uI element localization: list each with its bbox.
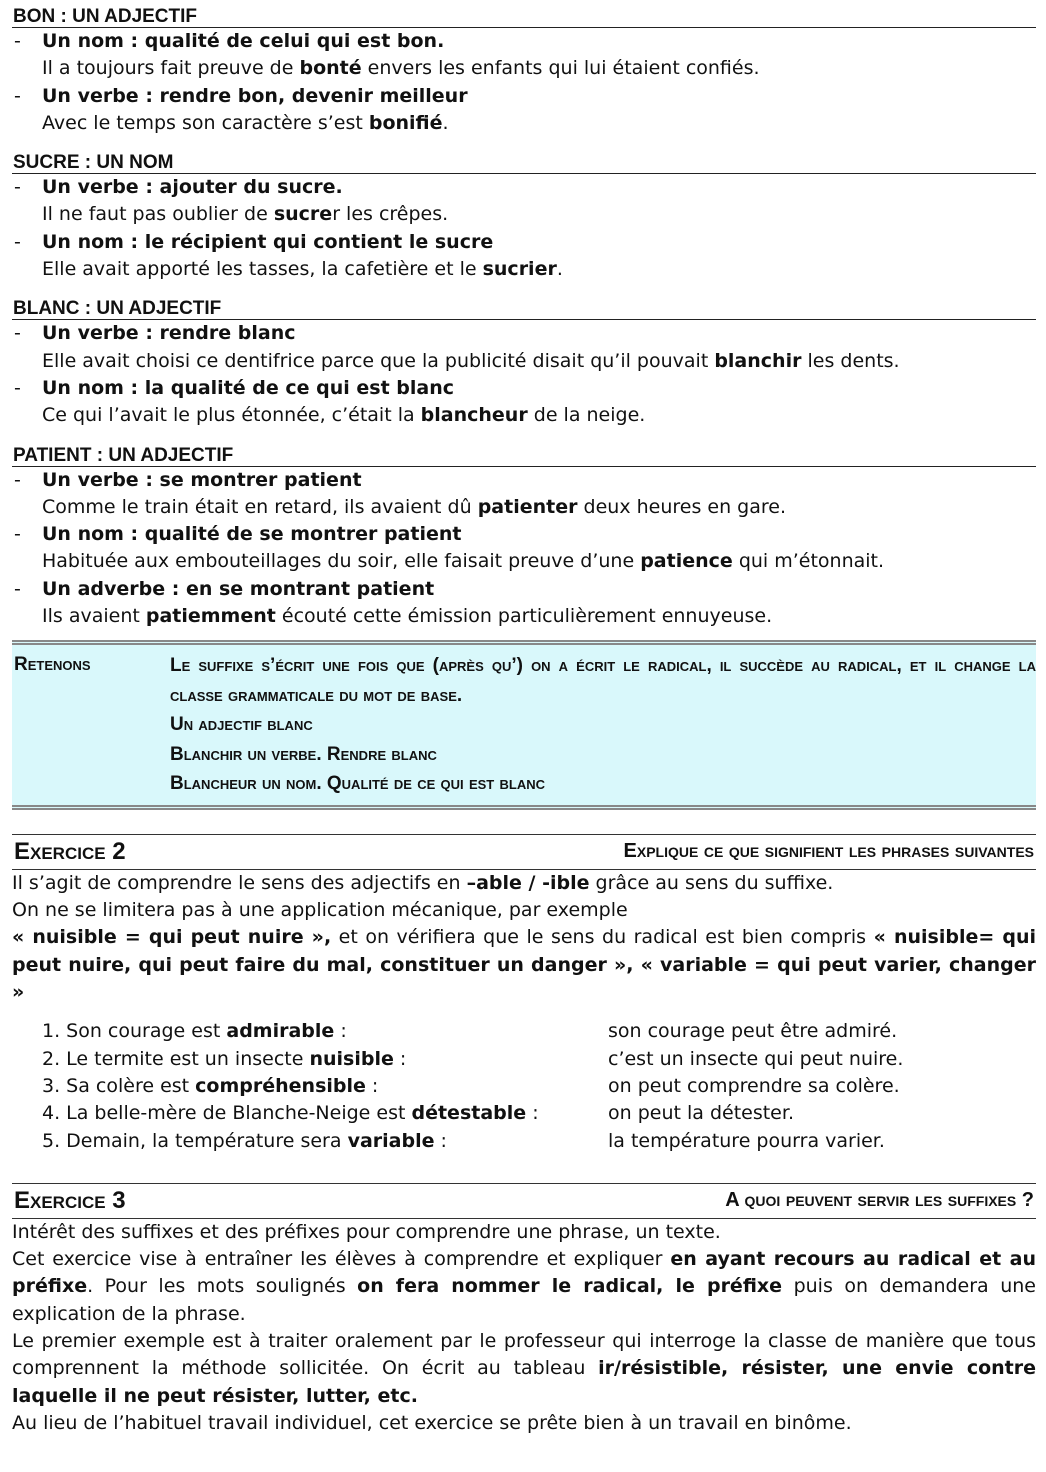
question-row [42,1018,1036,1045]
question-text: 1. Son courage est admirable : [42,1020,347,1043]
item-title: Un verbe : rendre bon, devenir meilleur [42,84,468,107]
retenons-box [12,640,1036,810]
document-page [12,0,1036,1437]
bullet-dash: - [14,577,21,600]
exercise-3-instruction: A quoi peuvent servir les suffixes ? [725,1189,1034,1212]
retenons-line: Blanchir un verbe. Rendre blanc [170,743,437,765]
question-text: 2. Le termite est un insecte nuisible : [42,1047,407,1070]
exercise-2-paragraph-3: « nuisible = qui peut nuire », et on vérifiera que le sens du radical est bien compris « nuisible= qui peut nuire, qui peut faire du mal, constituer un danger », « variable = qui peut varier, changer » [12,926,1036,1004]
item-title: Un nom : le récipient qui contient le sucre [42,230,494,253]
question-row [42,1046,1036,1073]
retenons-line: Blancheur un nom. Qualité de ce qui est blanc [170,773,546,795]
item-title: Un verbe : rendre blanc [42,322,296,345]
item-definition [12,467,1036,494]
question-row [42,1073,1036,1100]
bullet-dash: - [14,30,21,52]
retenons-rule: Le suffixe s’écrit une fois que (après qu’) on a écrit le radical, il succède au radical, et il change la classe grammaticale du mot de base. [170,655,1036,706]
item-example: Ils avaient patiemment écouté cette émission particulièrement ennuyeuse. [42,605,773,628]
question-text: 3. Sa colère est compréhensible : [42,1074,379,1097]
exercise-3-title: Exercice 3 [14,1186,126,1214]
section-heading: PATIENT : UN ADJECTIF [12,439,1036,467]
item-example: Il ne faut pas oublier de sucrer les crêpes. [42,203,449,226]
item-title: Un verbe : ajouter du sucre. [42,176,343,199]
exercise-3-paragraph-3: Le premier exemple est à traiter oralement par le professeur qui interroge la classe de manière que tous comprennent la méthode sollicitée. On écrit au tableau ir/résistible, résister, une envie contre laquelle il ne peut résister, lutter, etc. [12,1330,1036,1407]
exercise-3-paragraph-2: Cet exercice vise à entraîner les élèves à comprendre et expliquer en ayant recours au radical et au préfixe. Pour les mots soulignés on fera nommer le radical, le préfixe puis on demandera une explication de la phrase. [12,1248,1036,1325]
question-answer: on peut comprendre sa colère. [608,1074,900,1097]
question-answer: la température pourra varier. [608,1129,885,1152]
exercise-2-instruction: Explique ce que signifient les phrases suivantes [623,840,1034,863]
bullet-dash: - [14,468,21,491]
exercise-2-title: Exercice 2 [14,837,126,865]
section-gap [12,430,1036,439]
item-title: Un adverbe : en se montrant patient [42,577,435,600]
question-answer: on peut la détester. [608,1102,794,1125]
retenons-body [170,651,1036,799]
bullet-dash: - [14,523,21,546]
bullet-dash: - [14,230,21,253]
bullet-dash: - [14,84,21,107]
bullet-dash: - [14,176,21,199]
word-section [12,439,1036,631]
item-example: Ce qui l’avait le plus étonnée, c’était la blancheur de la neige. [42,404,646,427]
bullet-dash: - [14,376,21,399]
item-definition [12,320,1036,347]
exercise-2-paragraph-2: On ne se limitera pas à une application mécanique, par exemple [12,899,628,922]
item-example: Elle avait choisi ce dentifrice parce que la publicité disait qu’il pouvait blanchir les dents. [42,349,900,372]
retenons-label: Retenons [14,654,91,676]
section-heading: BLANC : UN ADJECTIF [12,292,1036,320]
exercise-2-header [12,834,1036,870]
item-definition [12,174,1036,201]
item-example: Comme le train était en retard, ils avaient dû patienter deux heures en gare. [42,495,786,518]
question-answer: c’est un insecte qui peut nuire. [608,1047,904,1070]
item-definition [12,83,1036,110]
exercise-2-paragraph-1: Il s’agit de comprendre le sens des adjectifs en –able / -ible grâce au sens du suffixe. [12,871,834,894]
question-text: 4. La belle-mère de Blanche-Neige est détestable : [42,1102,539,1125]
section-gap [12,283,1036,292]
item-example: Habituée aux embouteillages du soir, elle faisait preuve d’une patience qui m’étonnait. [42,550,885,573]
item-definition [12,576,1036,603]
question-row [42,1100,1036,1127]
question-answer: son courage peut être admiré. [608,1020,898,1043]
item-title: Un nom : qualité de se montrer patient [42,523,462,546]
item-example: Elle avait apporté les tasses, la cafetière et le sucrier. [42,258,563,281]
section-heading: BON : UN ADJECTIF [12,0,1036,28]
section-heading: SUCRE : UN NOM [12,146,1036,174]
exercise-3-paragraph-1: Intérêt des suffixes et des préfixes pour comprendre une phrase, un texte. [12,1220,721,1243]
word-section [12,0,1036,137]
retenons-line: Un adjectif blanc [170,714,313,736]
exercise-2-questions [12,1018,1036,1154]
item-definition [12,375,1036,402]
question-text: 5. Demain, la température sera variable : [42,1129,447,1152]
item-example: Avec le temps son caractère s’est bonifié. [42,111,449,134]
question-row [42,1128,1036,1155]
item-definition [12,521,1036,548]
bullet-dash: - [14,322,21,345]
exercise-3-paragraph-4: Au lieu de l’habituel travail individuel, cet exercice se prête bien à un travail en binôme. [12,1411,852,1434]
item-title: Un nom : qualité de celui qui est bon. [42,30,445,52]
item-definition [12,28,1036,55]
word-sections [12,0,1036,630]
item-title: Un nom : la qualité de ce qui est blanc [42,376,455,399]
item-definition [12,229,1036,256]
item-example: Il a toujours fait preuve de bonté envers les enfants qui lui étaient confiés. [42,57,760,80]
section-gap [12,137,1036,146]
word-section [12,146,1036,283]
item-title: Un verbe : se montrer patient [42,468,362,491]
exercise-3-header [12,1183,1036,1219]
word-section [12,292,1036,429]
